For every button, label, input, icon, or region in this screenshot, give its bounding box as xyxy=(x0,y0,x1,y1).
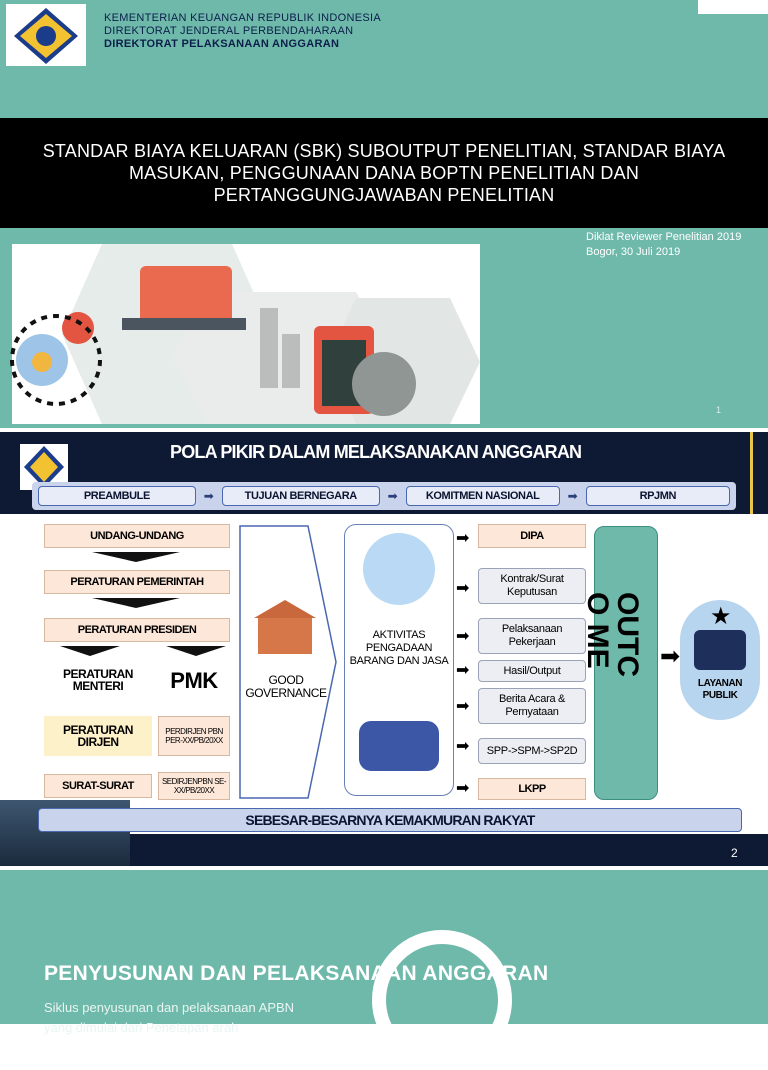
arrow-right-icon: ➡ xyxy=(456,628,470,645)
arrow-down-icon xyxy=(92,598,180,608)
event-info xyxy=(586,230,741,260)
activity-box xyxy=(344,524,454,796)
corner-blank xyxy=(698,0,768,14)
hexagon-illustration xyxy=(12,244,480,424)
arrow-right-icon: ➡ xyxy=(456,738,470,755)
public-service-label: LAYANAN PUBLIK xyxy=(697,678,743,701)
law-pp: PERATURAN PEMERINTAH xyxy=(44,570,230,594)
temple-icon xyxy=(258,618,312,654)
star-icon: ★ xyxy=(710,603,732,630)
step-rpjmn: RPJMN xyxy=(586,486,730,506)
flow-lkpp: LKPP xyxy=(478,778,586,800)
arrow-right-icon: ➡ xyxy=(456,580,470,597)
outcome-label: OUTC O ME xyxy=(581,592,644,677)
flow-spp: SPP->SPM->SP2D xyxy=(478,738,586,764)
pmk-label: PMK xyxy=(158,664,230,698)
arrow-down-icon xyxy=(60,646,120,656)
peraturan-dirjen: PERATURAN DIRJEN xyxy=(44,716,152,756)
event-name: Diklat Reviewer Penelitian 2019 xyxy=(586,231,742,243)
flow-dipa: DIPA xyxy=(478,524,586,548)
pie-chart-icon xyxy=(352,352,416,416)
arrow-down-icon xyxy=(92,552,180,562)
kemenkeu-logo xyxy=(6,4,86,66)
org-line-3: DIREKTORAT PELAKSANAAN ANGGARAN xyxy=(104,38,340,50)
perdirjen-label: PERDIRJEN PBN PER-XX/PB/20XX xyxy=(158,716,230,756)
arrow-right-icon: ➡ xyxy=(203,489,214,503)
step-preambule: PREAMBULE xyxy=(38,486,196,506)
step-komitmen: KOMITMEN NASIONAL xyxy=(406,486,560,506)
bottom-goal-bar: SEBESAR-BESARNYA KEMAKMURAN RAKYAT xyxy=(38,808,742,832)
flow-berita-acara: Berita Acara & Pernyataan xyxy=(478,688,586,724)
step-tujuan: TUJUAN BERNEGARA xyxy=(222,486,380,506)
people-icon xyxy=(694,630,746,670)
good-governance-label: GOOD GOVERNANCE xyxy=(245,673,327,700)
page-number: 1 xyxy=(716,405,722,415)
slide-body: Siklus penyusunan dan pelaksanaan APBN yang dimulai dari Penetapan arah xyxy=(44,1000,295,1035)
arrow-right-icon: ➡ xyxy=(660,643,681,670)
org-line-1: KEMENTERIAN KEUANGAN REPUBLIK INDONESIA xyxy=(104,12,381,24)
top-steps-bar xyxy=(32,482,736,510)
arrow-right-icon: ➡ xyxy=(456,698,470,715)
arrow-right-icon: ➡ xyxy=(387,489,398,503)
event-date: Bogor, 30 Juli 2019 xyxy=(586,246,681,258)
flow-hasil: Hasil/Output xyxy=(478,660,586,682)
title-band xyxy=(0,118,768,228)
law-perpres: PERATURAN PRESIDEN xyxy=(44,618,230,642)
surat-surat: SURAT-SURAT xyxy=(44,774,152,798)
good-governance-block xyxy=(238,524,338,800)
slide-1[interactable] xyxy=(0,0,768,428)
arrow-right-icon: ➡ xyxy=(567,489,578,503)
slide-2[interactable] xyxy=(0,432,768,866)
slide-title: STANDAR BIAYA KELUARAN (SBK) SUBOUTPUT PENELITIAN, STANDAR BIAYA MASUKAN, PENGGUNAAN DANA BOPTN PENELITIAN DAN PERTANGGUNGJAWABAN PENELITIAN xyxy=(42,141,726,205)
briefcase-icon xyxy=(140,266,232,326)
slide-title: POLA PIKIR DALAM MELAKSANAKAN ANGGARAN xyxy=(170,442,582,462)
laptop-icon xyxy=(122,318,246,330)
handshake-icon xyxy=(359,721,439,771)
arrow-down-icon xyxy=(166,646,226,656)
org-line-2: DIREKTORAT JENDERAL PERBENDAHARAAN xyxy=(104,25,354,37)
activity-label: AKTIVITAS PENGADAAN BARANG DAN JASA xyxy=(349,629,449,667)
sedirjen-label: SEDIRJENPBN SE-XX/PB/20XX xyxy=(158,772,230,800)
page-number: 2 xyxy=(731,846,738,860)
arrow-right-icon: ➡ xyxy=(456,780,470,797)
peraturan-menteri: PERATURAN MENTERI xyxy=(44,660,152,700)
arrow-right-icon: ➡ xyxy=(456,530,470,547)
shopping-cart-icon xyxy=(363,533,435,605)
slide-title: PENYUSUNAN DAN PELAKSANAAN ANGGARAN xyxy=(44,962,549,985)
flow-kontrak: Kontrak/Surat Keputusan xyxy=(478,568,586,604)
public-service-badge xyxy=(680,600,760,720)
slide-3[interactable] xyxy=(0,870,768,1035)
org-header xyxy=(104,12,381,51)
arrow-right-icon: ➡ xyxy=(456,662,470,679)
euro-icon xyxy=(372,930,512,1070)
law-uu: UNDANG-UNDANG xyxy=(44,524,230,548)
flow-pelaksanaan: Pelaksanaan Pekerjaan xyxy=(478,618,586,654)
